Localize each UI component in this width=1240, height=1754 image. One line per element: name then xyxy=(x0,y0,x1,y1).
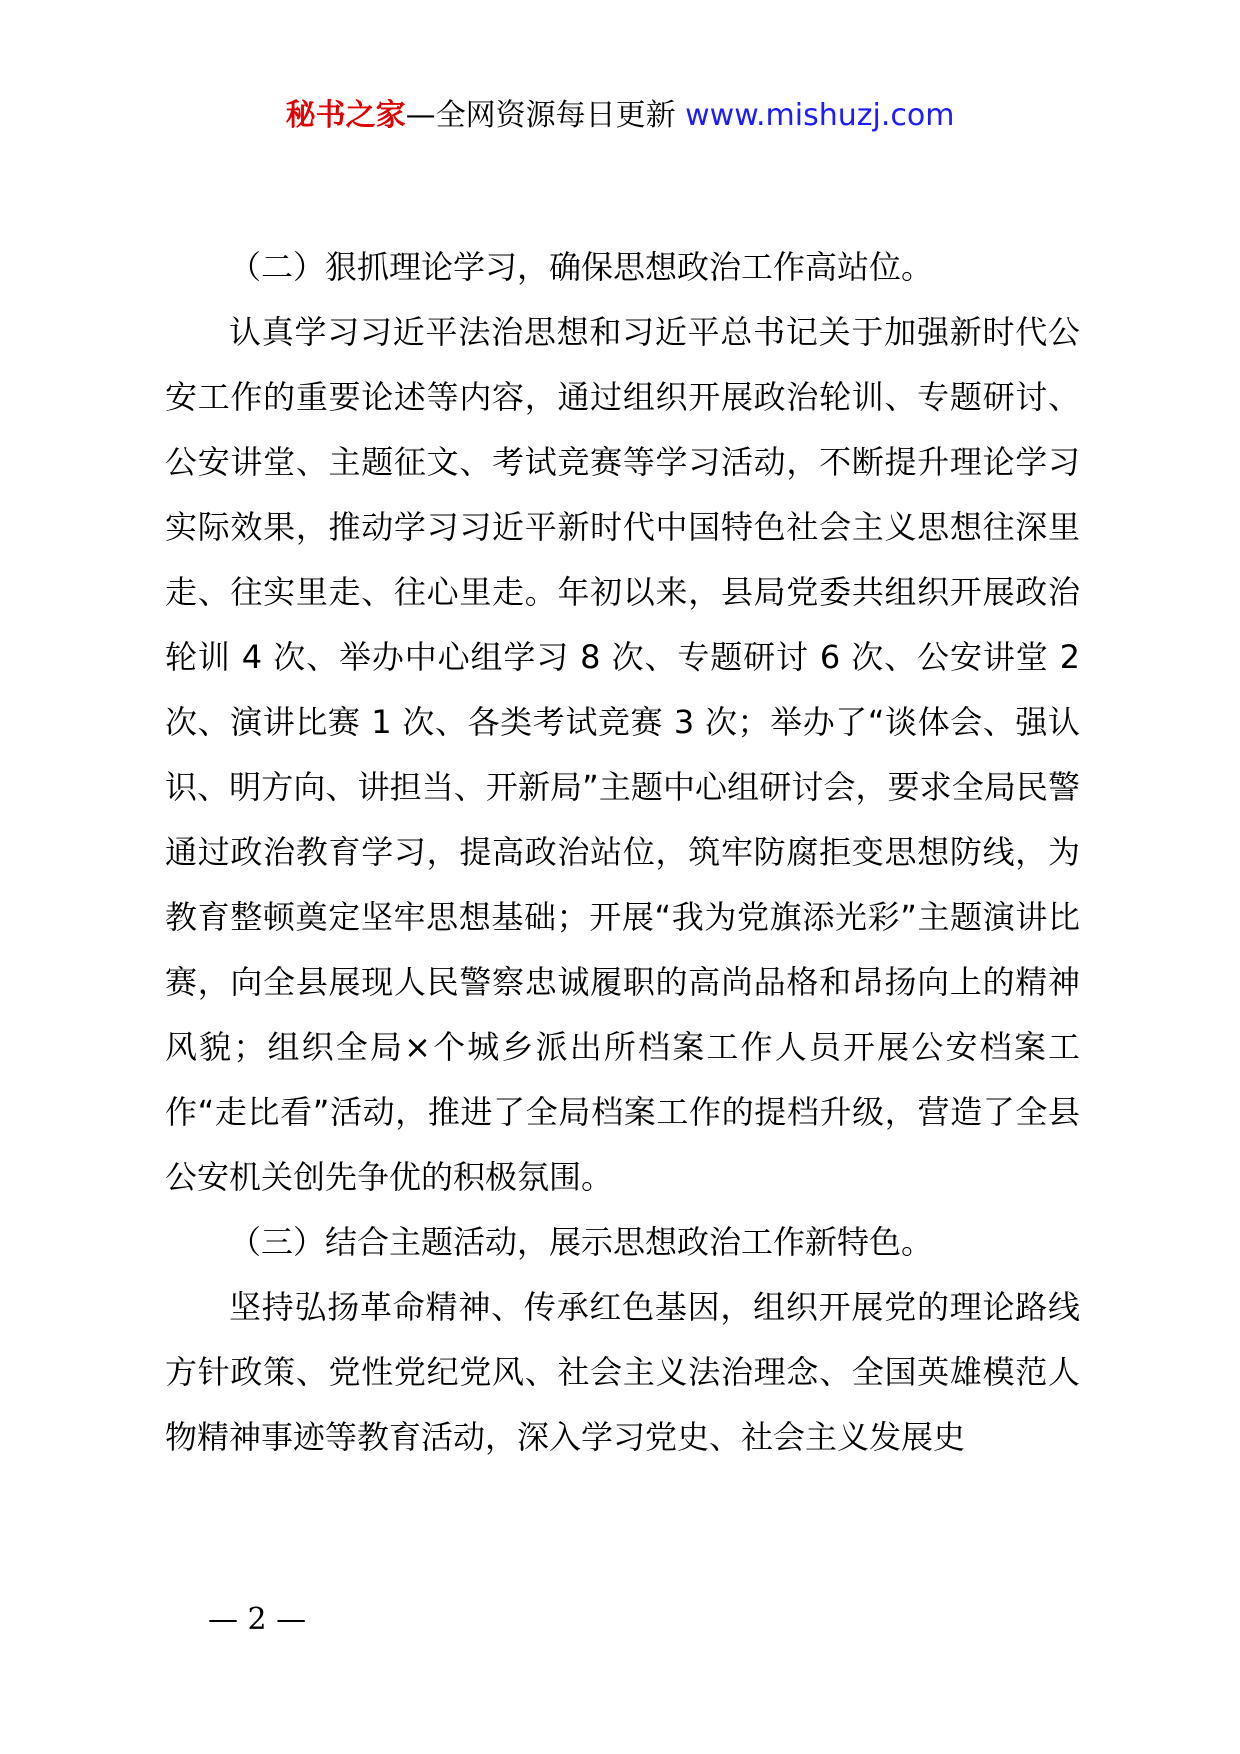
site-header xyxy=(0,96,1240,136)
site-url-link[interactable]: www.mishuzj.com xyxy=(685,98,955,133)
section-3-paragraph: 坚持弘扬革命精神、传承红色基因，组织开展党的理论路线方针政策、党性党纪党风、社会主义法治理念、全国英雄模范人物精神事迹等教育活动，深入学习党史、社会主义发展史 xyxy=(165,1288,1080,1456)
section-3-heading: （三）结合主题活动，展示思想政治工作新特色。 xyxy=(229,1223,934,1261)
section-2-heading: （二）狠抓理论学习，确保思想政治工作高站位。 xyxy=(229,248,934,286)
site-tagline: —全网资源每日更新 xyxy=(405,98,676,133)
document-body xyxy=(165,235,1080,1470)
section-2-paragraph: 认真学习习近平法治思想和习近平总书记关于加强新时代公安工作的重要论述等内容，通过组织开展政治轮训、专题研讨、公安讲堂、主题征文、考试竞赛等学习活动，不断提升理论学习实际效果，推动学习习近平新时代中国特色社会主义思想往深里走、往实里走、往心里走。年初以来，县局党委共组织开展政治轮训 4 次、举办中心组学习 8 次、专题研讨 6 次、公安讲堂 2 次、演讲比赛 1 次、各类考试竞赛 3 次；举办了“谈体会、强认识、明方向、讲担当、开新局”主题中心组研讨会，要求全局民警通过政治教育学习，提高政治站位，筑牢防腐拒变思想防线，为教育整顿奠定坚牢思想基础；开展“我为党旗添光彩”主题演讲比赛，向全县展现人民警察忠诚履职的高尚品格和昂扬向上的精神风貌；组织全局×个城乡派出所档案工作人员开展公安档案工作“走比看”活动，推进了全局档案工作的提档升级，营造了全县公安机关创先争优的积极氛围。 xyxy=(165,313,1080,1196)
page-number: — 2 — xyxy=(208,1602,307,1637)
site-name: 秘书之家 xyxy=(285,98,406,133)
